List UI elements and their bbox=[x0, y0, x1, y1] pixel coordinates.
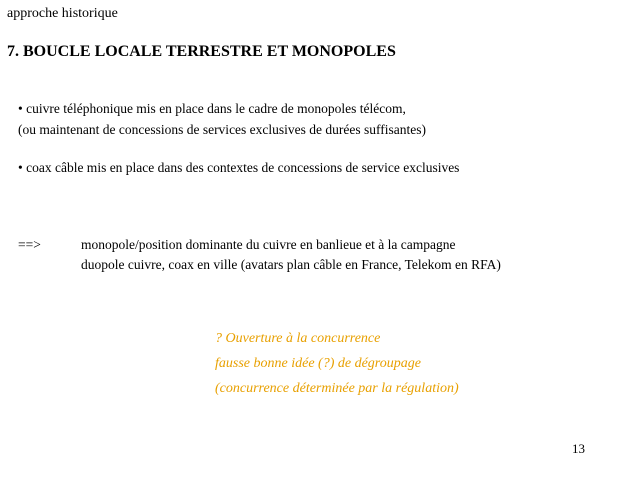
bullet-copper-line2: (ou maintenant de concessions de services exclusives de durées suffisantes) bbox=[18, 122, 426, 137]
conclusion-line1: monopole/position dominante du cuivre en banlieue et à la campagne bbox=[81, 237, 456, 252]
bullet-coax: • coax câble mis en place dans des contextes de concessions de service exclusives bbox=[18, 160, 460, 175]
highlight-line3: (concurrence déterminée par la régulation) bbox=[215, 381, 459, 396]
bullet-copper-line1: • cuivre téléphonique mis en place dans le cadre de monopoles télécom, bbox=[18, 101, 406, 116]
conclusion-line2: duopole cuivre, coax en ville (avatars plan câble en France, Telekom en RFA) bbox=[81, 257, 501, 272]
slide-title: 7. BOUCLE LOCALE TERRESTRE ET MONOPOLES bbox=[7, 43, 396, 60]
section-label: approche historique bbox=[7, 6, 118, 21]
page-number: 13 bbox=[572, 441, 585, 456]
arrow-symbol: ==> bbox=[18, 237, 41, 252]
highlight-line1: ? Ouverture à la concurrence bbox=[215, 331, 381, 346]
highlight-line2: fausse bonne idée (?) de dégroupage bbox=[215, 356, 421, 371]
